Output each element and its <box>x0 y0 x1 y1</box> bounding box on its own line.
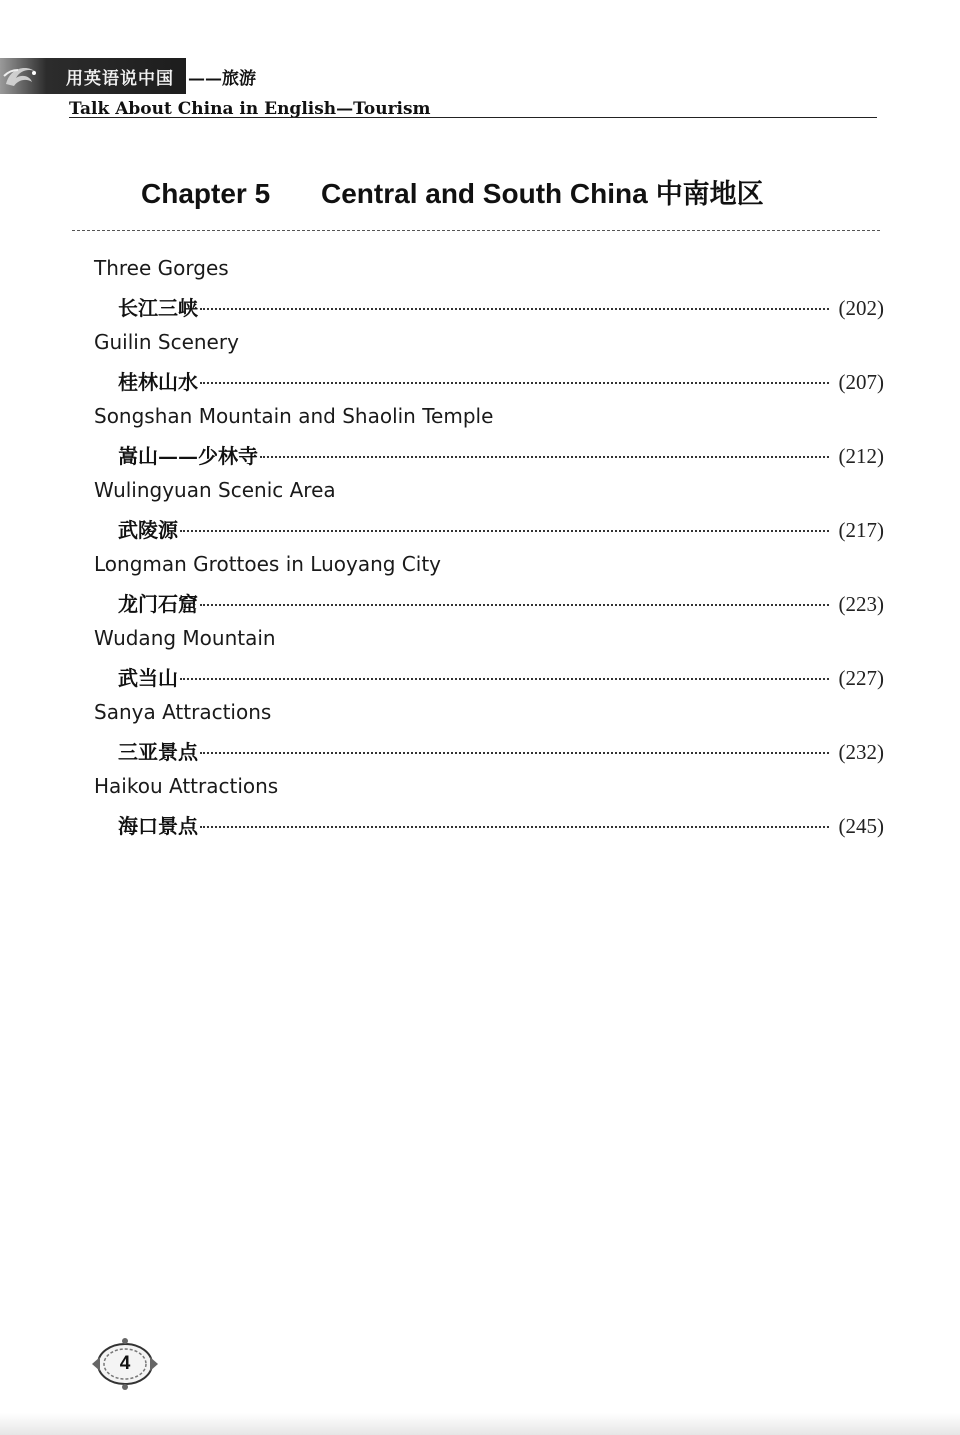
toc-entry-title-en: Wudang Mountain <box>94 626 276 650</box>
header-banner-bar <box>0 58 186 94</box>
toc-entry-title-cn: 桂林山水 <box>118 370 198 394</box>
toc-entry-page: (232) <box>838 740 884 764</box>
header-title-en: Talk About China in English—Tourism <box>69 99 431 119</box>
toc-entry-line <box>118 810 884 839</box>
toc-entry-page: (217) <box>838 518 884 542</box>
toc-entry-title-cn: 长江三峡 <box>118 296 198 320</box>
toc-entry-line <box>118 366 884 395</box>
chapter-label: Chapter 5 <box>141 178 271 209</box>
toc-entry-line <box>118 588 884 617</box>
toc-entry-title-en: Sanya Attractions <box>94 700 272 724</box>
toc-entry-title-cn: 三亚景点 <box>118 740 198 764</box>
dragon-emblem-icon <box>0 58 46 94</box>
chapter-title-cn: 中南地区 <box>655 179 764 210</box>
toc-entry-line <box>118 292 884 321</box>
page-number-badge <box>88 1337 162 1391</box>
toc-entry-page: (227) <box>838 666 884 690</box>
toc-entry-title-cn: 武当山 <box>118 666 178 690</box>
toc-entry-title-en: Wulingyuan Scenic Area <box>94 478 336 502</box>
toc-entry-title-en: Longman Grottoes in Luoyang City <box>94 552 442 576</box>
toc-entry[interactable] <box>94 330 884 404</box>
dot-leader <box>200 826 829 828</box>
toc-entry[interactable] <box>94 774 884 848</box>
toc-entry[interactable] <box>94 626 884 700</box>
toc-entry[interactable] <box>94 478 884 552</box>
toc-entry-page: (212) <box>838 444 884 468</box>
page-bottom-edge <box>0 1413 960 1435</box>
toc-entry-line <box>118 662 884 691</box>
toc-entry-title-cn: 海口景点 <box>118 814 198 838</box>
toc-entry-page: (207) <box>838 370 884 394</box>
toc-entry-title-cn: 武陵源 <box>118 518 178 542</box>
toc-list <box>94 256 884 848</box>
toc-entry-line <box>118 736 884 765</box>
dot-leader <box>260 456 829 458</box>
header-title-cn: 用英语说中国 <box>66 68 174 89</box>
toc-entry[interactable] <box>94 404 884 478</box>
page-number: 4 <box>119 1353 131 1374</box>
chapter-divider <box>72 230 880 231</box>
toc-entry-page: (202) <box>838 296 884 320</box>
header-rule <box>69 117 877 118</box>
chapter-title-en: Central and South China <box>321 178 648 209</box>
toc-entry-title-en: Three Gorges <box>94 256 229 280</box>
running-header <box>0 58 256 94</box>
toc-entry-title-cn: 嵩山——少林寺 <box>118 444 258 468</box>
dot-leader <box>180 678 829 680</box>
toc-entry[interactable] <box>94 552 884 626</box>
toc-entry-title-en: Songshan Mountain and Shaolin Temple <box>94 404 494 428</box>
dot-leader <box>180 530 829 532</box>
dot-leader <box>200 308 829 310</box>
toc-entry-page: (223) <box>838 592 884 616</box>
chapter-heading <box>141 172 764 211</box>
dot-leader <box>200 604 829 606</box>
dot-leader <box>200 752 829 754</box>
toc-entry-title-en: Guilin Scenery <box>94 330 239 354</box>
header-title-cn-suffix: ——旅游 <box>188 68 256 89</box>
dot-leader <box>200 382 829 384</box>
toc-entry[interactable] <box>94 256 884 330</box>
toc-entry-title-en: Haikou Attractions <box>94 774 279 798</box>
toc-entry-page: (245) <box>838 814 884 838</box>
toc-entry-title-cn: 龙门石窟 <box>118 592 198 616</box>
toc-entry-line <box>118 440 884 469</box>
toc-entry-line <box>118 514 884 543</box>
toc-entry[interactable] <box>94 700 884 774</box>
